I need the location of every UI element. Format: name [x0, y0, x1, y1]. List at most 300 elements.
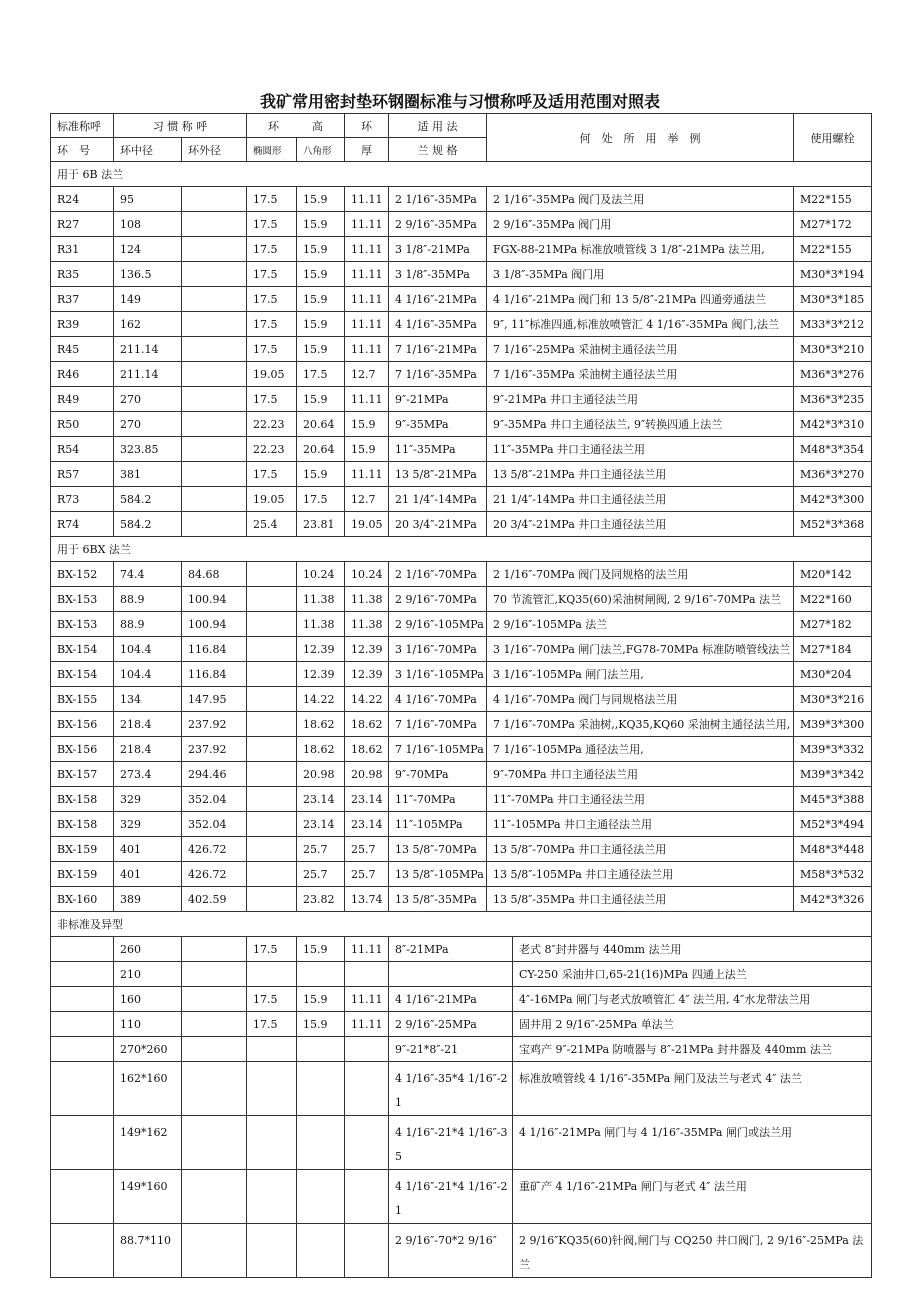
table-row — [51, 262, 872, 287]
cell-bolt: M45*3*388 — [794, 787, 872, 812]
cell-ring-out-dia — [182, 487, 247, 512]
cell-ring-mid-dia: 584.2 — [114, 487, 182, 512]
cell-ring-no — [51, 937, 114, 962]
cell-usage: 3 1/8″-35MPa 阀门用 — [487, 262, 794, 287]
cell-ring-no: BX-158 — [51, 812, 114, 837]
cell-ring-out-dia: 352.04 — [182, 787, 247, 812]
cell-ring-out-dia: 294.46 — [182, 762, 247, 787]
header-oval: 椭圆形 — [247, 138, 297, 162]
cell-usage: 2 9/16″-35MPa 阀门用 — [487, 212, 794, 237]
cell-oval-height: 17.5 — [247, 387, 297, 412]
cell-oval-height: 17.5 — [247, 937, 297, 962]
cell-ring-thickness: 11.11 — [345, 337, 389, 362]
table-row — [51, 1037, 872, 1062]
cell-ring-no: R54 — [51, 437, 114, 462]
cell-ring-mid-dia: 381 — [114, 462, 182, 487]
section-label: 非标准及异型 — [51, 912, 872, 937]
cell-octagon-height — [297, 962, 345, 987]
cell-ring-mid-dia: 160 — [114, 987, 182, 1012]
cell-octagon-height: 20.98 — [297, 762, 345, 787]
table-row — [51, 512, 872, 537]
cell-octagon-height — [297, 1170, 345, 1224]
cell-flange: 9″-21MPa — [389, 387, 487, 412]
cell-oval-height: 17.5 — [247, 987, 297, 1012]
section-label: 用于 6BX 法兰 — [51, 537, 872, 562]
cell-oval-height — [247, 737, 297, 762]
cell-oval-height — [247, 1062, 297, 1116]
cell-octagon-height — [297, 1116, 345, 1170]
table-row — [51, 712, 872, 737]
cell-oval-height: 17.5 — [247, 187, 297, 212]
cell-ring-thickness: 18.62 — [345, 737, 389, 762]
cell-octagon-height: 23.14 — [297, 787, 345, 812]
cell-ring-out-dia — [182, 412, 247, 437]
cell-bolt: M27*184 — [794, 637, 872, 662]
cell-flange: 2 9/16″-105MPa — [389, 612, 487, 637]
cell-bolt: M39*3*342 — [794, 762, 872, 787]
cell-octagon-height: 15.9 — [297, 987, 345, 1012]
cell-flange: 4 1/16″-35MPa — [389, 312, 487, 337]
cell-oval-height: 17.5 — [247, 287, 297, 312]
cell-flange: 13 5/8″-70MPa — [389, 837, 487, 862]
table-row — [51, 937, 872, 962]
cell-oval-height — [247, 862, 297, 887]
cell-octagon-height: 15.9 — [297, 312, 345, 337]
cell-oval-height: 19.05 — [247, 362, 297, 387]
table-row — [51, 587, 872, 612]
cell-octagon-height: 25.7 — [297, 862, 345, 887]
cell-bolt: M36*3*276 — [794, 362, 872, 387]
table-row — [51, 437, 872, 462]
cell-ring-out-dia — [182, 1224, 247, 1278]
cell-octagon-height: 23.81 — [297, 512, 345, 537]
cell-ring-mid-dia: 104.4 — [114, 637, 182, 662]
section-header-row — [51, 912, 872, 937]
cell-flange: 2 9/16″-25MPa — [389, 1012, 513, 1037]
cell-ring-out-dia — [182, 337, 247, 362]
cell-oval-height: 17.5 — [247, 237, 297, 262]
cell-ring-mid-dia: 104.4 — [114, 662, 182, 687]
cell-flange: 7 1/16″-105MPa — [389, 737, 487, 762]
table-row — [51, 687, 872, 712]
cell-ring-mid-dia: 270 — [114, 412, 182, 437]
cell-ring-out-dia: 402.59 — [182, 887, 247, 912]
cell-ring-thickness — [345, 1037, 389, 1062]
cell-ring-thickness: 23.14 — [345, 812, 389, 837]
cell-ring-mid-dia: 162*160 — [114, 1062, 182, 1116]
cell-ring-no — [51, 987, 114, 1012]
header-ring-mid-dia: 环中径 — [114, 138, 182, 162]
cell-ring-no: BX-160 — [51, 887, 114, 912]
cell-ring-out-dia — [182, 937, 247, 962]
table-row — [51, 662, 872, 687]
cell-bolt: M22*155 — [794, 237, 872, 262]
cell-ring-mid-dia: 108 — [114, 212, 182, 237]
cell-ring-no: BX-158 — [51, 787, 114, 812]
cell-usage: 70 节流管汇,KQ35(60)采油树闸阀, 2 9/16″-70MPa 法兰 — [487, 587, 794, 612]
cell-ring-thickness: 12.7 — [345, 487, 389, 512]
header-ring-thick-top: 环 — [345, 114, 389, 138]
cell-ring-out-dia — [182, 1062, 247, 1116]
cell-ring-out-dia — [182, 1170, 247, 1224]
cell-flange: 8″-21MPa — [389, 937, 513, 962]
cell-octagon-height: 11.38 — [297, 587, 345, 612]
cell-octagon-height: 18.62 — [297, 712, 345, 737]
cell-oval-height — [247, 1116, 297, 1170]
cell-ring-mid-dia: 162 — [114, 312, 182, 337]
cell-usage: 4 1/16″-21MPa 阀门和 13 5/8″-21MPa 四通旁通法兰 — [487, 287, 794, 312]
cell-ring-no: BX-159 — [51, 862, 114, 887]
cell-flange: 20 3/4″-21MPa — [389, 512, 487, 537]
cell-bolt: M27*182 — [794, 612, 872, 637]
cell-ring-thickness: 19.05 — [345, 512, 389, 537]
cell-flange: 4 1/16″-21*4 1/16″-35 — [389, 1116, 513, 1170]
cell-ring-no: BX-152 — [51, 562, 114, 587]
cell-ring-out-dia — [182, 462, 247, 487]
cell-usage: 3 1/16″-105MPa 闸门法兰用, — [487, 662, 794, 687]
cell-ring-no: R27 — [51, 212, 114, 237]
cell-octagon-height: 15.9 — [297, 337, 345, 362]
cell-flange: 13 5/8″-21MPa — [389, 462, 487, 487]
cell-usage: 11″-35MPa 井口主通径法兰用 — [487, 437, 794, 462]
cell-usage: 宝鸡产 9″-21MPa 防喷器与 8″-21MPa 封井器及 440mm 法兰 — [513, 1037, 872, 1062]
cell-octagon-height — [297, 1062, 345, 1116]
cell-flange: 7 1/16″-21MPa — [389, 337, 487, 362]
cell-ring-out-dia: 116.84 — [182, 637, 247, 662]
cell-ring-thickness: 11.11 — [345, 1012, 389, 1037]
cell-usage: 13 5/8″-21MPa 井口主通径法兰用 — [487, 462, 794, 487]
table-row — [51, 412, 872, 437]
table-row — [51, 612, 872, 637]
table-row — [51, 562, 872, 587]
cell-ring-out-dia — [182, 312, 247, 337]
cell-ring-out-dia: 84.68 — [182, 562, 247, 587]
cell-flange: 4 1/16″-35*4 1/16″-21 — [389, 1062, 513, 1116]
cell-octagon-height: 15.9 — [297, 237, 345, 262]
table-row — [51, 737, 872, 762]
cell-ring-mid-dia: 211.14 — [114, 362, 182, 387]
cell-octagon-height: 12.39 — [297, 662, 345, 687]
cell-oval-height — [247, 1037, 297, 1062]
cell-flange: 11″-105MPa — [389, 812, 487, 837]
cell-bolt: M39*3*332 — [794, 737, 872, 762]
cell-oval-height — [247, 887, 297, 912]
cell-ring-out-dia — [182, 212, 247, 237]
cell-ring-no: BX-155 — [51, 687, 114, 712]
cell-ring-no: R50 — [51, 412, 114, 437]
cell-ring-thickness: 20.98 — [345, 762, 389, 787]
cell-oval-height — [247, 762, 297, 787]
cell-ring-out-dia — [182, 387, 247, 412]
cell-usage: CY-250 采油井口,65-21(16)MPa 四通上法兰 — [513, 962, 872, 987]
section-label: 用于 6B 法兰 — [51, 162, 872, 187]
cell-ring-out-dia — [182, 237, 247, 262]
cell-ring-no: BX-153 — [51, 587, 114, 612]
cell-ring-thickness: 11.11 — [345, 212, 389, 237]
cell-ring-no — [51, 1116, 114, 1170]
cell-bolt: M42*3*326 — [794, 887, 872, 912]
cell-usage: 9″-21MPa 井口主通径法兰用 — [487, 387, 794, 412]
cell-ring-mid-dia: 124 — [114, 237, 182, 262]
cell-octagon-height: 15.9 — [297, 937, 345, 962]
cell-ring-no — [51, 1224, 114, 1278]
cell-ring-out-dia — [182, 437, 247, 462]
cell-bolt: M30*204 — [794, 662, 872, 687]
cell-bolt: M52*3*368 — [794, 512, 872, 537]
cell-ring-thickness: 11.38 — [345, 587, 389, 612]
cell-oval-height — [247, 612, 297, 637]
cell-usage: 4 1/16″-70MPa 阀门与同规格法兰用 — [487, 687, 794, 712]
cell-ring-thickness: 11.11 — [345, 187, 389, 212]
cell-ring-thickness — [345, 962, 389, 987]
cell-flange: 13 5/8″-35MPa — [389, 887, 487, 912]
cell-ring-out-dia: 237.92 — [182, 712, 247, 737]
cell-ring-no: R74 — [51, 512, 114, 537]
cell-flange: 4 1/16″-70MPa — [389, 687, 487, 712]
cell-ring-mid-dia: 149*162 — [114, 1116, 182, 1170]
cell-ring-mid-dia: 88.7*110 — [114, 1224, 182, 1278]
table-row — [51, 887, 872, 912]
cell-oval-height — [247, 587, 297, 612]
table-row — [51, 1116, 872, 1170]
cell-flange: 21 1/4″-14MPa — [389, 487, 487, 512]
header-flange-top: 适 用 法 — [389, 114, 487, 138]
cell-flange: 4 1/16″-21*4 1/16″-21 — [389, 1170, 513, 1224]
table-row — [51, 487, 872, 512]
table-row — [51, 212, 872, 237]
cell-ring-out-dia: 116.84 — [182, 662, 247, 687]
cell-flange: 9″-21*8″-21 — [389, 1037, 513, 1062]
cell-ring-mid-dia: 218.4 — [114, 712, 182, 737]
cell-ring-mid-dia: 389 — [114, 887, 182, 912]
cell-bolt: M30*3*185 — [794, 287, 872, 312]
cell-octagon-height: 15.9 — [297, 387, 345, 412]
cell-oval-height: 17.5 — [247, 262, 297, 287]
cell-flange: 2 1/16″-70MPa — [389, 562, 487, 587]
cell-bolt: M39*3*300 — [794, 712, 872, 737]
cell-usage: 3 1/16″-70MPa 闸门法兰,FG78-70MPa 标准防喷管线法兰 — [487, 637, 794, 662]
table-row — [51, 1170, 872, 1224]
cell-ring-no: R37 — [51, 287, 114, 312]
cell-bolt: M33*3*212 — [794, 312, 872, 337]
cell-flange: 11″-35MPa — [389, 437, 487, 462]
cell-ring-no: BX-156 — [51, 737, 114, 762]
cell-usage: 7 1/16″-35MPa 采油树主通径法兰用 — [487, 362, 794, 387]
cell-octagon-height: 15.9 — [297, 212, 345, 237]
cell-usage: 2 9/16″KQ35(60)针阀,闸门与 CQ250 井口阀门, 2 9/16″-25MPa 法兰 — [513, 1224, 872, 1278]
cell-octagon-height: 12.39 — [297, 637, 345, 662]
table-row — [51, 312, 872, 337]
cell-ring-thickness: 11.11 — [345, 387, 389, 412]
cell-bolt: M36*3*270 — [794, 462, 872, 487]
cell-oval-height: 17.5 — [247, 1012, 297, 1037]
cell-ring-no — [51, 962, 114, 987]
cell-usage: 2 9/16″-105MPa 法兰 — [487, 612, 794, 637]
cell-ring-no — [51, 1062, 114, 1116]
cell-ring-out-dia — [182, 362, 247, 387]
header-common-name: 习 惯 称 呼 — [114, 114, 247, 138]
cell-oval-height — [247, 662, 297, 687]
cell-usage: 13 5/8″-35MPa 井口主通径法兰用 — [487, 887, 794, 912]
table-row — [51, 837, 872, 862]
cell-ring-out-dia: 100.94 — [182, 587, 247, 612]
cell-ring-thickness: 25.7 — [345, 862, 389, 887]
cell-oval-height — [247, 562, 297, 587]
table-row — [51, 1224, 872, 1278]
cell-flange: 7 1/16″-35MPa — [389, 362, 487, 387]
cell-flange: 7 1/16″-70MPa — [389, 712, 487, 737]
cell-usage: 7 1/16″-25MPa 采油树主通径法兰用 — [487, 337, 794, 362]
cell-ring-thickness: 18.62 — [345, 712, 389, 737]
header-ring-out-dia: 环外径 — [182, 138, 247, 162]
cell-octagon-height — [297, 1037, 345, 1062]
cell-ring-mid-dia: 218.4 — [114, 737, 182, 762]
cell-oval-height: 19.05 — [247, 487, 297, 512]
cell-oval-height — [247, 637, 297, 662]
cell-ring-no: R24 — [51, 187, 114, 212]
header-std-name: 标准称呼 — [51, 114, 114, 138]
cell-ring-mid-dia: 110 — [114, 1012, 182, 1037]
cell-ring-thickness: 15.9 — [345, 437, 389, 462]
header-bolt: 使用螺栓 — [794, 114, 872, 162]
cell-ring-out-dia — [182, 287, 247, 312]
cell-bolt: M22*155 — [794, 187, 872, 212]
cell-oval-height — [247, 837, 297, 862]
cell-ring-thickness: 11.38 — [345, 612, 389, 637]
cell-octagon-height: 14.22 — [297, 687, 345, 712]
cell-usage: 4″-16MPa 闸门与老式放喷管汇 4″ 法兰用, 4″水龙带法兰用 — [513, 987, 872, 1012]
cell-ring-out-dia — [182, 1012, 247, 1037]
header-ring-thick-bottom: 厚 — [345, 138, 389, 162]
cell-ring-thickness: 12.7 — [345, 362, 389, 387]
cell-usage: 标准放喷管线 4 1/16″-35MPa 闸门及法兰与老式 4″ 法兰 — [513, 1062, 872, 1116]
cell-ring-thickness: 25.7 — [345, 837, 389, 862]
cell-ring-mid-dia: 329 — [114, 787, 182, 812]
cell-flange: 4 1/16″-21MPa — [389, 287, 487, 312]
cell-ring-out-dia — [182, 187, 247, 212]
cell-ring-no: R73 — [51, 487, 114, 512]
table-row — [51, 237, 872, 262]
cell-ring-no: R35 — [51, 262, 114, 287]
cell-ring-no — [51, 1012, 114, 1037]
cell-octagon-height: 20.64 — [297, 437, 345, 462]
cell-flange: 3 1/8″-21MPa — [389, 237, 487, 262]
cell-ring-thickness — [345, 1062, 389, 1116]
header-flange-bottom: 兰 规 格 — [389, 138, 487, 162]
cell-ring-thickness: 23.14 — [345, 787, 389, 812]
cell-ring-mid-dia: 210 — [114, 962, 182, 987]
cell-ring-thickness: 13.74 — [345, 887, 389, 912]
cell-ring-mid-dia: 584.2 — [114, 512, 182, 537]
cell-usage: 9″-70MPa 井口主通径法兰用 — [487, 762, 794, 787]
cell-usage: 4 1/16″-21MPa 闸门与 4 1/16″-35MPa 闸门或法兰用 — [513, 1116, 872, 1170]
cell-octagon-height: 17.5 — [297, 362, 345, 387]
cell-ring-out-dia — [182, 262, 247, 287]
cell-ring-thickness: 11.11 — [345, 287, 389, 312]
cell-ring-thickness: 15.9 — [345, 412, 389, 437]
cell-bolt: M30*3*216 — [794, 687, 872, 712]
cell-ring-mid-dia: 401 — [114, 862, 182, 887]
table-row — [51, 187, 872, 212]
cell-usage: 13 5/8″-105MPa 井口主通径法兰用 — [487, 862, 794, 887]
cell-ring-no — [51, 1170, 114, 1224]
cell-ring-no: R39 — [51, 312, 114, 337]
cell-octagon-height: 15.9 — [297, 287, 345, 312]
cell-ring-mid-dia: 260 — [114, 937, 182, 962]
cell-ring-mid-dia: 329 — [114, 812, 182, 837]
cell-bolt: M42*3*310 — [794, 412, 872, 437]
cell-oval-height: 17.5 — [247, 337, 297, 362]
header-ring-height: 环 高 — [247, 114, 345, 138]
cell-octagon-height: 15.9 — [297, 262, 345, 287]
cell-usage: 9″-35MPa 井口主通径法兰, 9″转换四通上法兰 — [487, 412, 794, 437]
section-header-row — [51, 537, 872, 562]
cell-ring-out-dia — [182, 1116, 247, 1170]
nonstandard-table — [50, 911, 872, 1278]
cell-ring-mid-dia: 88.9 — [114, 587, 182, 612]
cell-ring-thickness: 11.11 — [345, 237, 389, 262]
table-row — [51, 862, 872, 887]
cell-ring-mid-dia: 273.4 — [114, 762, 182, 787]
cell-flange: 9″-70MPa — [389, 762, 487, 787]
table-row — [51, 762, 872, 787]
cell-ring-mid-dia: 401 — [114, 837, 182, 862]
cell-octagon-height: 18.62 — [297, 737, 345, 762]
cell-flange: 3 1/16″-105MPa — [389, 662, 487, 687]
table-row — [51, 362, 872, 387]
cell-usage: 2 1/16″-35MPa 阀门及法兰用 — [487, 187, 794, 212]
cell-ring-out-dia: 352.04 — [182, 812, 247, 837]
table-row — [51, 637, 872, 662]
cell-flange: 2 1/16″-35MPa — [389, 187, 487, 212]
cell-oval-height — [247, 1224, 297, 1278]
cell-octagon-height: 11.38 — [297, 612, 345, 637]
cell-bolt: M22*160 — [794, 587, 872, 612]
cell-octagon-height: 10.24 — [297, 562, 345, 587]
cell-ring-mid-dia: 88.9 — [114, 612, 182, 637]
cell-ring-mid-dia: 134 — [114, 687, 182, 712]
cell-ring-mid-dia: 95 — [114, 187, 182, 212]
cell-ring-thickness: 10.24 — [345, 562, 389, 587]
cell-flange: 9″-35MPa — [389, 412, 487, 437]
cell-bolt: M48*3*448 — [794, 837, 872, 862]
cell-oval-height — [247, 1170, 297, 1224]
cell-oval-height: 25.4 — [247, 512, 297, 537]
cell-ring-out-dia: 426.72 — [182, 837, 247, 862]
cell-ring-out-dia — [182, 512, 247, 537]
cell-octagon-height: 25.7 — [297, 837, 345, 862]
cell-ring-thickness — [345, 1170, 389, 1224]
table-row — [51, 287, 872, 312]
cell-flange: 2 9/16″-70*2 9/16″ — [389, 1224, 513, 1278]
table-row — [51, 462, 872, 487]
cell-usage: 固井用 2 9/16″-25MPa 单法兰 — [513, 1012, 872, 1037]
header-octagon: 八角形 — [297, 138, 345, 162]
section-header-row — [51, 162, 872, 187]
cell-ring-no — [51, 1037, 114, 1062]
cell-oval-height — [247, 787, 297, 812]
cell-ring-thickness: 14.22 — [345, 687, 389, 712]
table-row — [51, 987, 872, 1012]
cell-ring-no: BX-154 — [51, 637, 114, 662]
cell-bolt: M42*3*300 — [794, 487, 872, 512]
cell-usage: 老式 8″封井器与 440mm 法兰用 — [513, 937, 872, 962]
cell-octagon-height: 23.14 — [297, 812, 345, 837]
cell-octagon-height: 15.9 — [297, 1012, 345, 1037]
cell-ring-thickness: 11.11 — [345, 987, 389, 1012]
cell-flange: 3 1/8″-35MPa — [389, 262, 487, 287]
cell-bolt: M48*3*354 — [794, 437, 872, 462]
